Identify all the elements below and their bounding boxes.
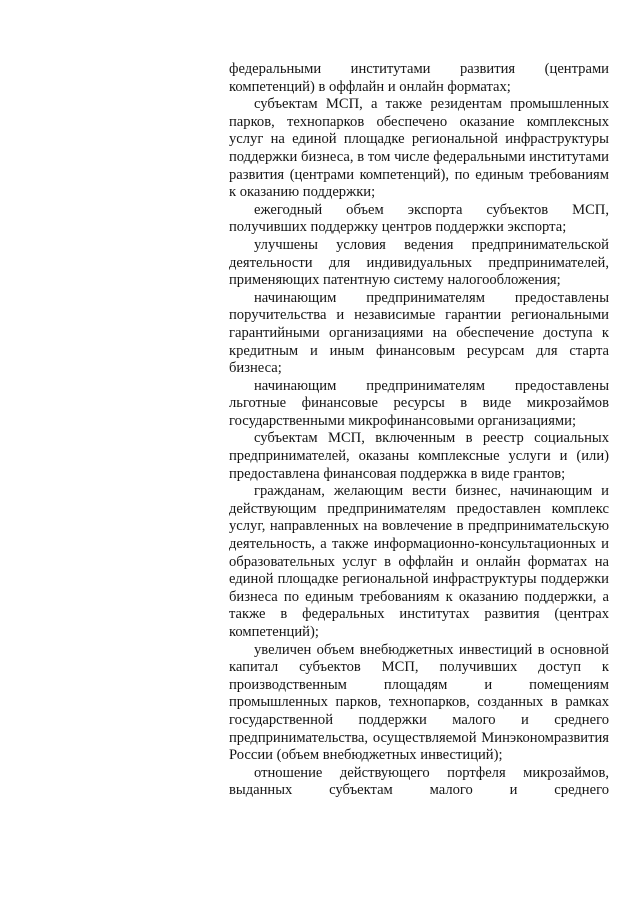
paragraph-7: субъектам МСП, включенным в реестр социальных предпринимателей, оказаны комплексные услуги и (или) предоставлена финансовая поддержка в виде грантов; <box>229 430 609 482</box>
paragraph-10: отношение действующего портфеля микрозаймов, выданных субъектам малого и среднего <box>229 764 609 799</box>
paragraph-1: федеральными институтами развития (центрами компетенций) в оффлайн и онлайн форматах; <box>229 61 609 95</box>
paragraph-9: увеличен объем внебюджетных инвестиций в основной капитал субъектов МСП, получивших доступ к производственным площадям и помещениям промышленных парков, технопарков, созданных в рамках государственной поддержки малого и среднего предпринимательства, осуществляемой Минэкономразвития России (объем внебюджетных инвестиций); <box>229 641 609 764</box>
paragraph-5: начинающим предпринимателям предоставлены поручительства и независимые гарантии региональными гарантийными организациями на обеспечение доступа к кредитным и иным финансовым ресурсам для старта бизнеса; <box>229 289 609 377</box>
paragraph-3: ежегодный объем экспорта субъектов МСП, получивших поддержку центров поддержки экспорта; <box>229 201 609 236</box>
paragraph-8: гражданам, желающим вести бизнес, начинающим и действующим предпринимателям предоставлен комплекс услуг, направленных на вовлечение в предпринимательскую деятельность, а также информационно-консультационных и образовательных услуг в оффлайн и онлайн форматах на единой площадке региональной инфраструктуры поддержки бизнеса по единым требованиям к оказанию поддержки, а также в федеральных институтах развития (центрах компетенций); <box>229 483 609 640</box>
paragraph-6: начинающим предпринимателям предоставлены льготные финансовые ресурсы в виде микрозаймов государственными микрофинансовыми организациями; <box>229 377 609 429</box>
document-page <box>229 61 609 800</box>
paragraph-4: улучшены условия ведения предпринимательской деятельности для индивидуальных предпринимателей, применяющих патентную систему налогообложения; <box>229 236 609 289</box>
paragraph-2: субъектам МСП, а также резидентам промышленных парков, технопарков обеспечено оказание комплексных услуг на единой площадке региональной инфраструктуры поддержки бизнеса, в том числе федеральными институтами развития (центрами компетенций), по единым требованиям к оказанию поддержки; <box>229 96 609 201</box>
